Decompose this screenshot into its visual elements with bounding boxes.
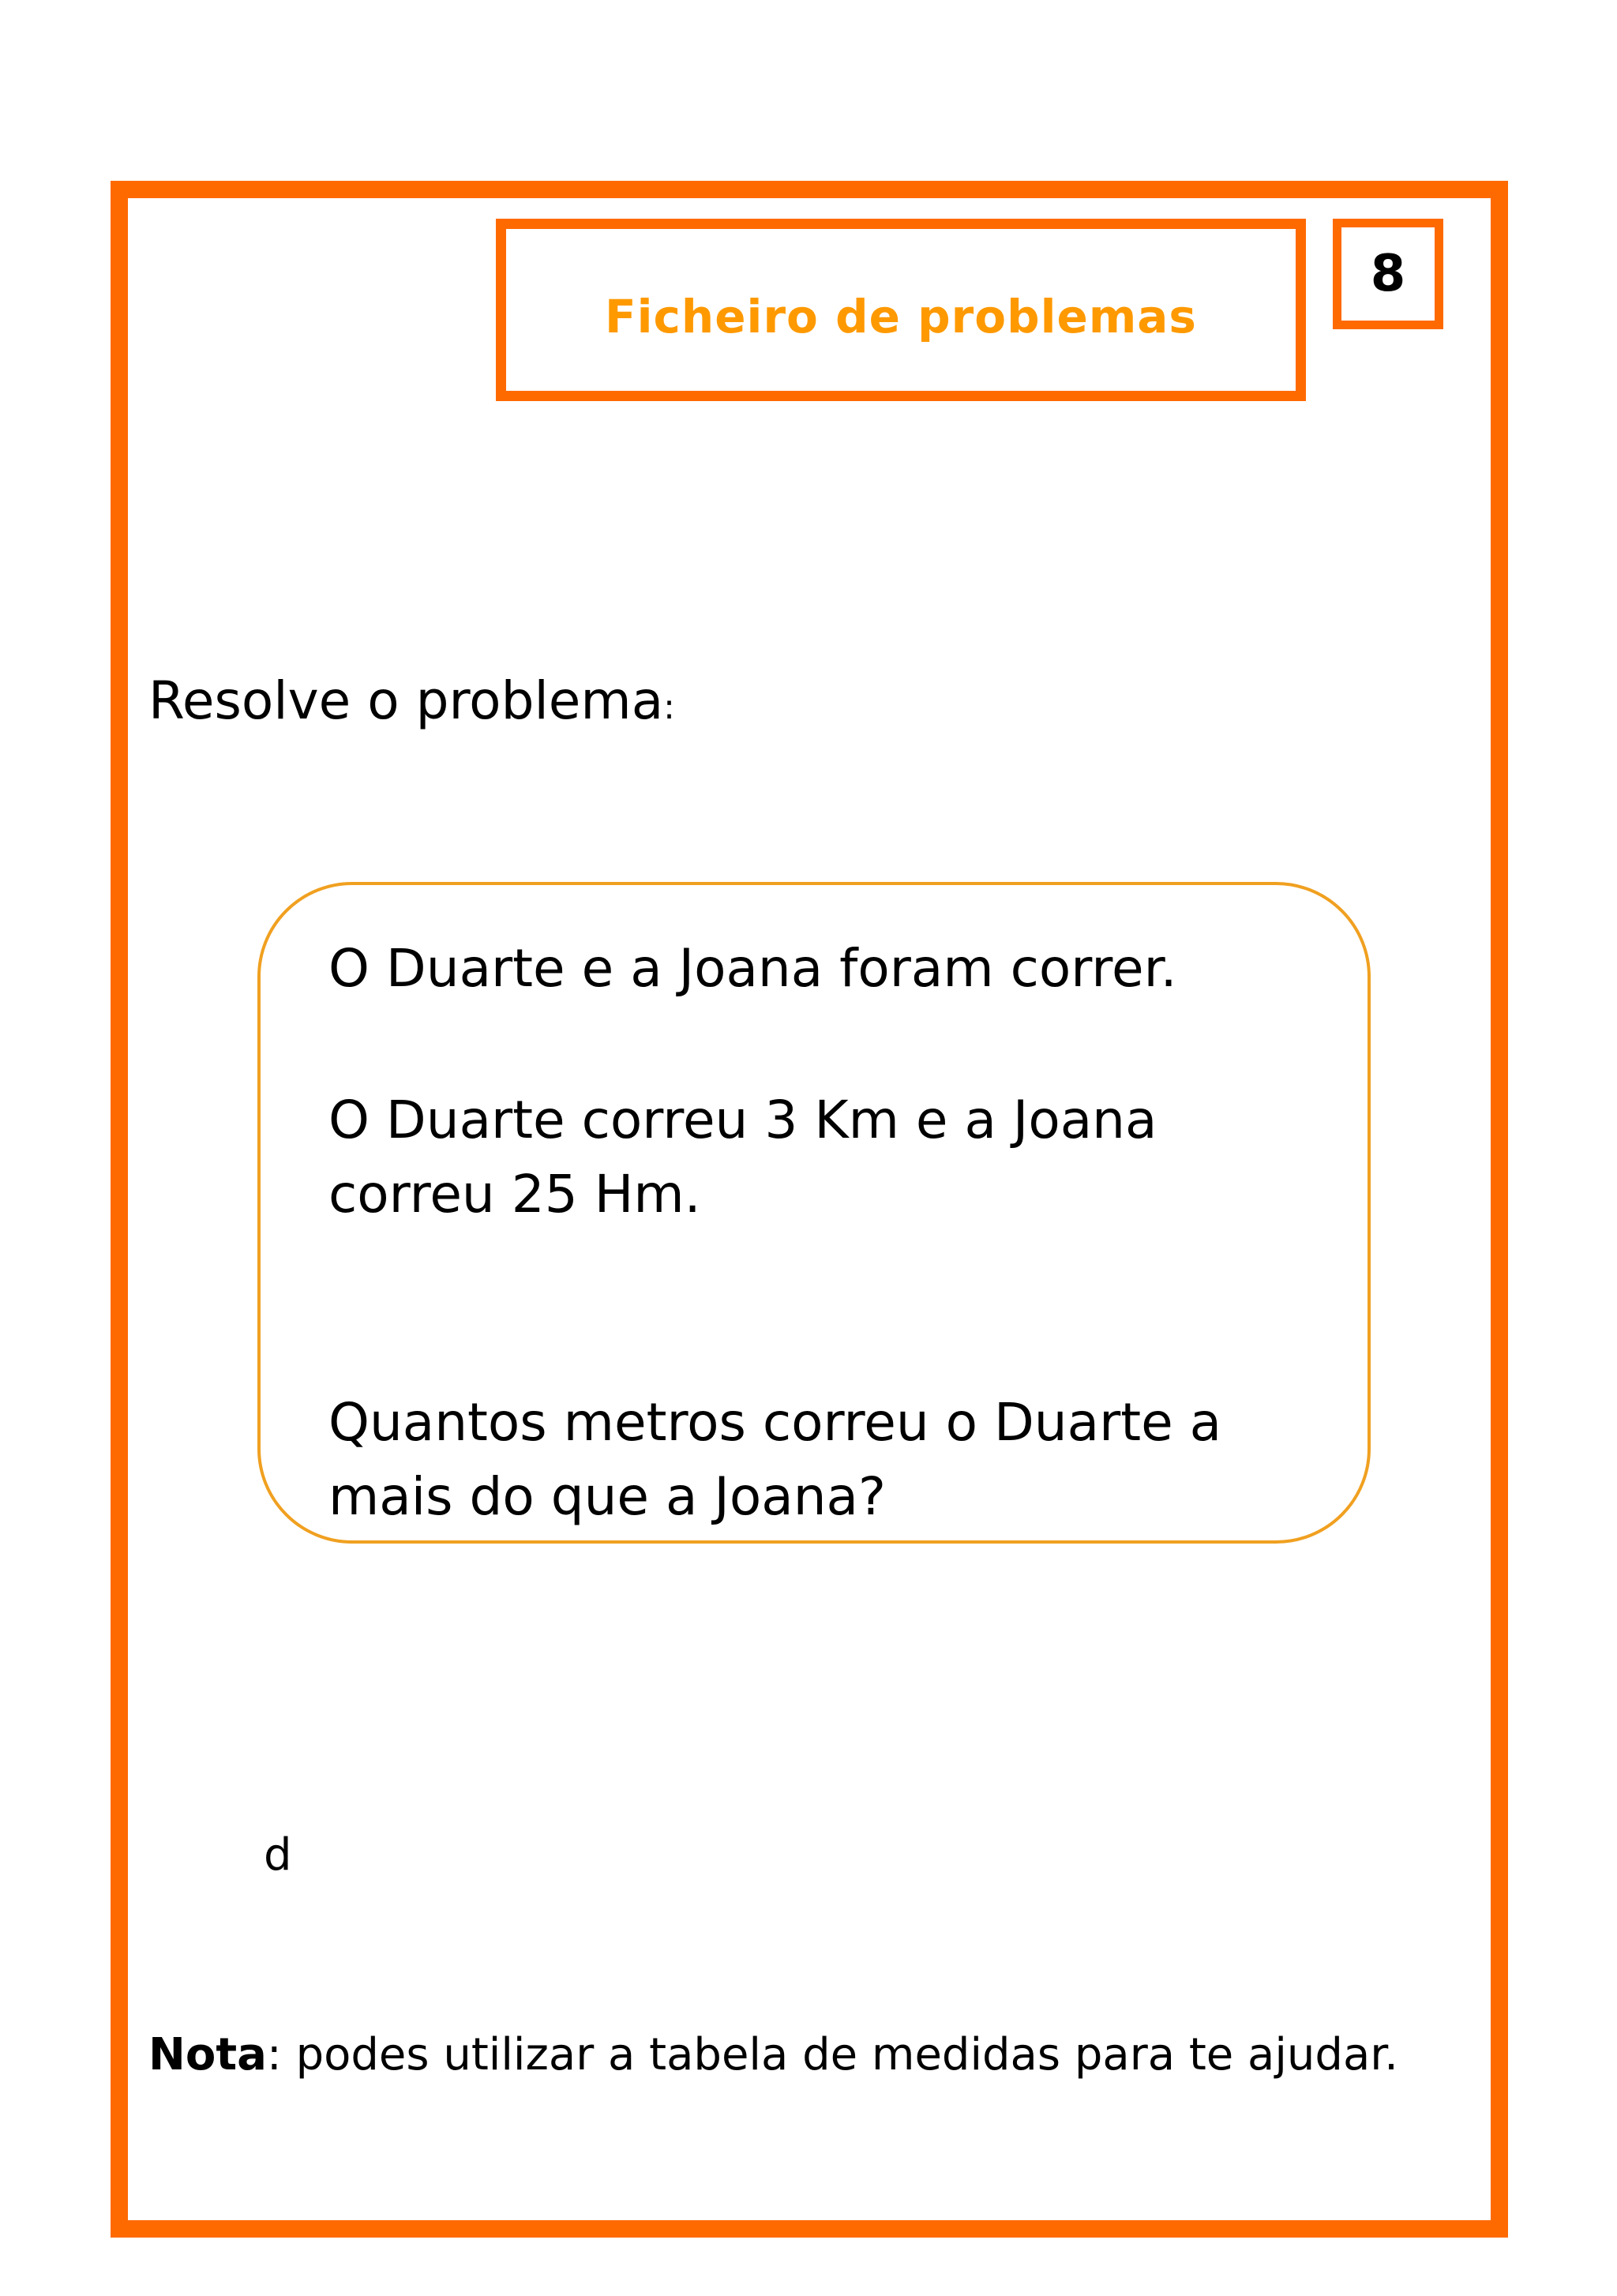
instruction-colon: :: [663, 687, 675, 727]
instruction: [148, 670, 675, 731]
header-box: [496, 219, 1306, 401]
sheet-number: 8: [1370, 245, 1406, 303]
problem-box: [257, 882, 1371, 1544]
problem-line: correu 25 Hm.: [328, 1164, 701, 1225]
instruction-text: Resolve o problema: [148, 670, 664, 731]
problem-line: O Duarte correu 3 Km e a Joana: [328, 1090, 1157, 1150]
problem-line: mais do que a Joana?: [328, 1466, 887, 1527]
sheet-number-box: [1333, 219, 1443, 329]
problem-line: Quantos metros correu o Duarte a: [328, 1392, 1222, 1453]
problem-line: O Duarte e a Joana foram correr.: [328, 938, 1177, 999]
page-title: Ficheiro de problemas: [605, 289, 1197, 343]
note-text: : podes utilizar a tabela de medidas para te ajudar.: [266, 2029, 1398, 2080]
stray-letter: d: [264, 1829, 292, 1881]
note-label: Nota: [148, 2029, 267, 2080]
note: [148, 2029, 1398, 2080]
